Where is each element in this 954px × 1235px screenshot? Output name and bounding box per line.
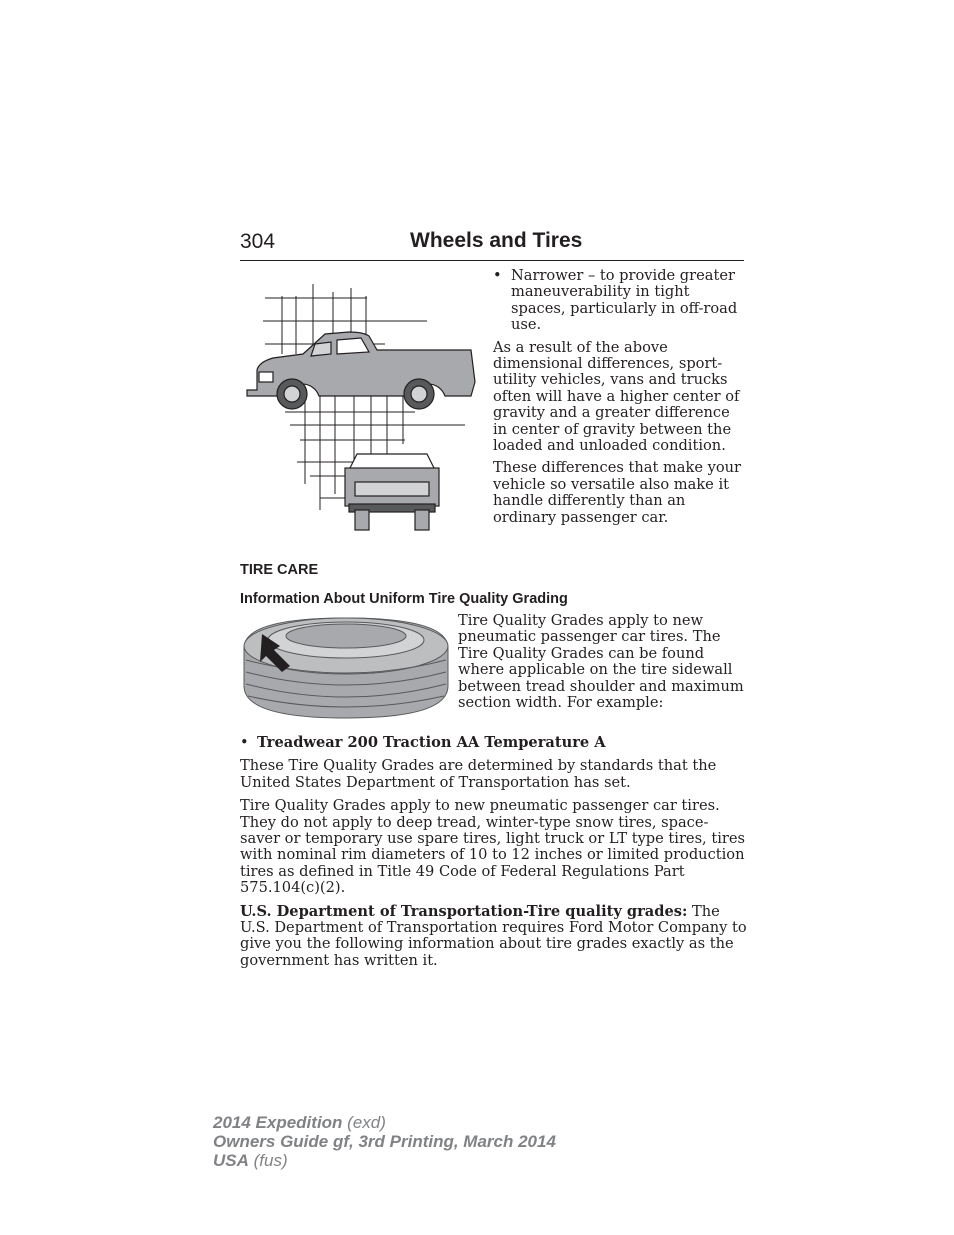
paragraph-intro: Tire Quality Grades apply to new pneumatic passenger car tires. The Tire Quality Grades can be found where applicable on the tire sidewall between tread shoulder and maximum section width. For example:: [458, 612, 744, 712]
paragraph-dimensional: As a result of the above dimensional differences, sport-utility vehicles, vans and trucks often will have a higher center of gravity and a greater difference in center of gravity between the loaded and unloaded condition.: [493, 338, 740, 455]
right-column: [493, 268, 747, 532]
dot-text: The U.S. Department of Transportation requires Ford Motor Company to give you the following information about tire grades exactly as the government has written it.: [240, 902, 747, 969]
dot-label: U.S. Department of Transportation-Tire quality grades:: [240, 902, 688, 920]
list-item: • Narrower – to provide greater maneuverability in tight spaces, particularly in off-road use.: [493, 268, 747, 334]
paragraph-standards: These Tire Quality Grades are determined by standards that the United States Department of Transportation has set.: [240, 757, 717, 791]
footer-market-code: (fus): [248, 1151, 288, 1170]
list-item: • Treadwear 200 Traction AA Temperature A: [240, 734, 606, 751]
tire-intro: [458, 613, 748, 711]
page-number: 304: [240, 230, 276, 253]
uniform-grading-subheading: Information About Uniform Tire Quality Grading: [240, 591, 568, 607]
page-header: [240, 226, 744, 261]
footer-market-line: [213, 1151, 556, 1170]
example-grade: Treadwear 200 Traction AA Temperature A: [257, 734, 606, 751]
footer-model-code: (exd): [342, 1113, 386, 1132]
paragraph-apply: Tire Quality Grades apply to new pneumatic passenger car tires. They do not apply to deep tread, winter-type snow tires, space-saver or temporary use spare tires, light truck or LT type tires, tires with nominal rim diameters of 10 to 12 inches or limited production tires as defined in Title 49 Code of Federal Regulations Part 575.104(c)(2).: [240, 797, 745, 897]
footer-model: 2014 Expedition: [213, 1113, 343, 1132]
page-footer: [213, 1113, 556, 1170]
footer-model-line: [213, 1113, 556, 1132]
tire-grading-content: [240, 735, 748, 976]
footer-market: USA: [213, 1151, 249, 1170]
truck-dimensions-illustration: [245, 284, 483, 532]
tire-care-heading: TIRE CARE: [240, 562, 319, 578]
footer-guide: Owners Guide gf, 3rd Printing, March 2014: [213, 1132, 556, 1151]
bullet-narrower: Narrower – to provide greater maneuverability in tight spaces, particularly in off-road use.: [511, 267, 738, 334]
section-title: Wheels and Tires: [410, 229, 583, 252]
paragraph-differences: These differences that make your vehicle so versatile also make it handle differently than an ordinary passenger car.: [493, 459, 742, 526]
paragraph-dot: [240, 904, 748, 970]
tire-sidewall-illustration: [240, 614, 452, 722]
